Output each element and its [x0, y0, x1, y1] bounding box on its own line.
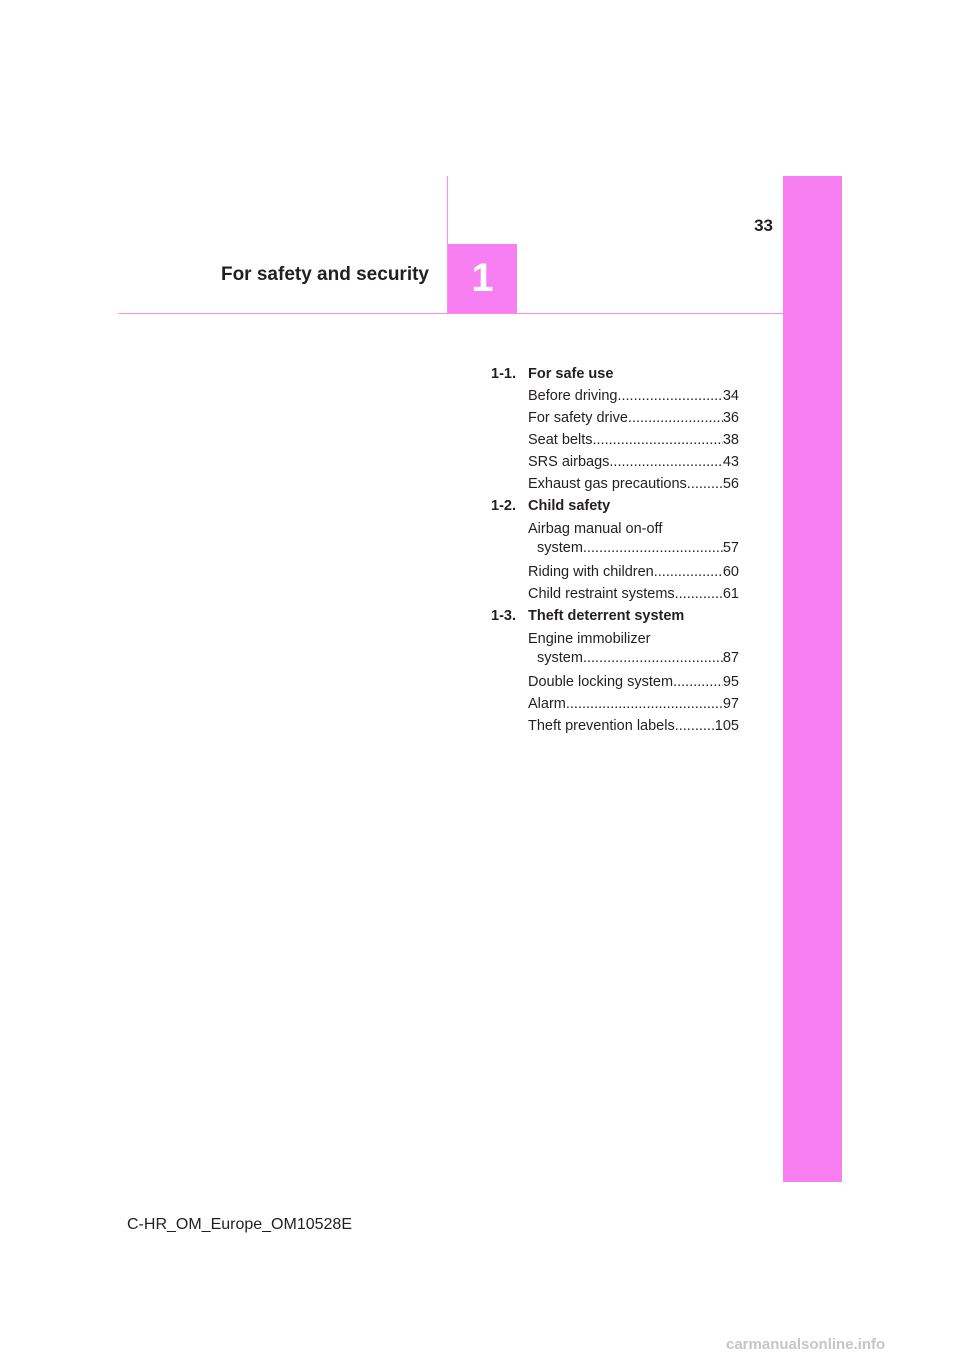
toc-entry-title: Exhaust gas precautions: [528, 476, 687, 492]
toc-entry-title: For safety drive: [528, 410, 628, 426]
dot-leader: [628, 410, 723, 432]
toc-entry-title-continued: system: [537, 540, 583, 556]
dot-leader: [617, 388, 722, 410]
dot-leader: [687, 476, 723, 498]
toc-section-number: 1-2.: [491, 498, 516, 514]
toc-section-title: Child safety: [528, 498, 611, 514]
toc-entry-title: Airbag manual on-off: [528, 521, 663, 537]
toc-section-1-3[interactable]: [491, 608, 739, 630]
toc-entry-title: Child restraint systems: [528, 586, 675, 602]
toc-section-1-2[interactable]: [491, 498, 739, 520]
toc-entry[interactable]: [528, 432, 739, 454]
toc-entry-title: Riding with children: [528, 564, 654, 580]
toc-entry-title-continued: system: [537, 650, 583, 666]
toc-section-title: For safe use: [528, 366, 614, 382]
toc-entry-page: 61: [722, 586, 739, 602]
dot-leader: [675, 586, 723, 608]
toc-entry[interactable]: [528, 586, 739, 608]
toc-entry[interactable]: [528, 674, 739, 696]
toc-entry-title: Theft prevention labels: [528, 718, 675, 734]
toc-entry-page: 38: [722, 432, 739, 448]
dot-leader: [609, 454, 722, 476]
toc-entry[interactable]: [528, 696, 739, 718]
document-id-footer: C-HR_OM_Europe_OM10528E: [127, 1216, 352, 1233]
toc-entry-page: 105: [714, 718, 739, 734]
dot-leader: [675, 718, 715, 740]
toc-entry-title: SRS airbags: [528, 454, 610, 470]
toc-entry[interactable]: [528, 564, 739, 586]
toc-entry-page: 95: [722, 674, 739, 690]
toc-entry-page: 34: [722, 388, 739, 404]
chapter-number-badge: 1: [448, 244, 517, 313]
toc-entry-title: Before driving: [528, 388, 618, 404]
dot-leader: [583, 539, 723, 558]
dot-leader: [593, 432, 723, 454]
dot-leader: [566, 696, 723, 718]
toc-entry-page: 97: [722, 696, 739, 712]
toc-entry-page: 43: [722, 454, 739, 470]
toc-section-title: Theft deterrent system: [528, 608, 685, 624]
page-number: 33: [754, 216, 773, 235]
toc-section-1-1[interactable]: [491, 366, 739, 388]
section-title: For safety and security: [220, 264, 429, 285]
table-of-contents: [491, 366, 739, 740]
toc-entry-page: 57: [722, 540, 739, 556]
toc-section-number: 1-1.: [491, 366, 516, 382]
toc-entry-title: Double locking system: [528, 674, 674, 690]
toc-entry[interactable]: [528, 388, 739, 410]
toc-section-number: 1-3.: [491, 608, 516, 624]
dot-leader: [583, 649, 723, 668]
toc-entry[interactable]: [528, 476, 739, 498]
toc-entry-page: 87: [722, 650, 739, 666]
dot-leader: [673, 674, 723, 696]
toc-entry[interactable]: [528, 630, 739, 674]
watermark: carmanualsonline.info: [726, 1336, 886, 1353]
toc-entry-title: Seat belts: [528, 432, 593, 448]
toc-entry-page: 36: [722, 410, 739, 426]
toc-entry[interactable]: [528, 454, 739, 476]
toc-entry-page: 60: [722, 564, 739, 580]
toc-entry-title: Engine immobilizer: [528, 631, 651, 647]
header-horizontal-rule: [118, 313, 783, 314]
toc-entry[interactable]: [528, 410, 739, 432]
toc-entry[interactable]: [528, 718, 739, 740]
toc-entry-page: 56: [722, 476, 739, 492]
chapter-side-tab: [783, 176, 842, 1182]
toc-entry[interactable]: [528, 520, 739, 564]
toc-entry-title: Alarm: [528, 696, 566, 712]
dot-leader: [654, 564, 723, 586]
